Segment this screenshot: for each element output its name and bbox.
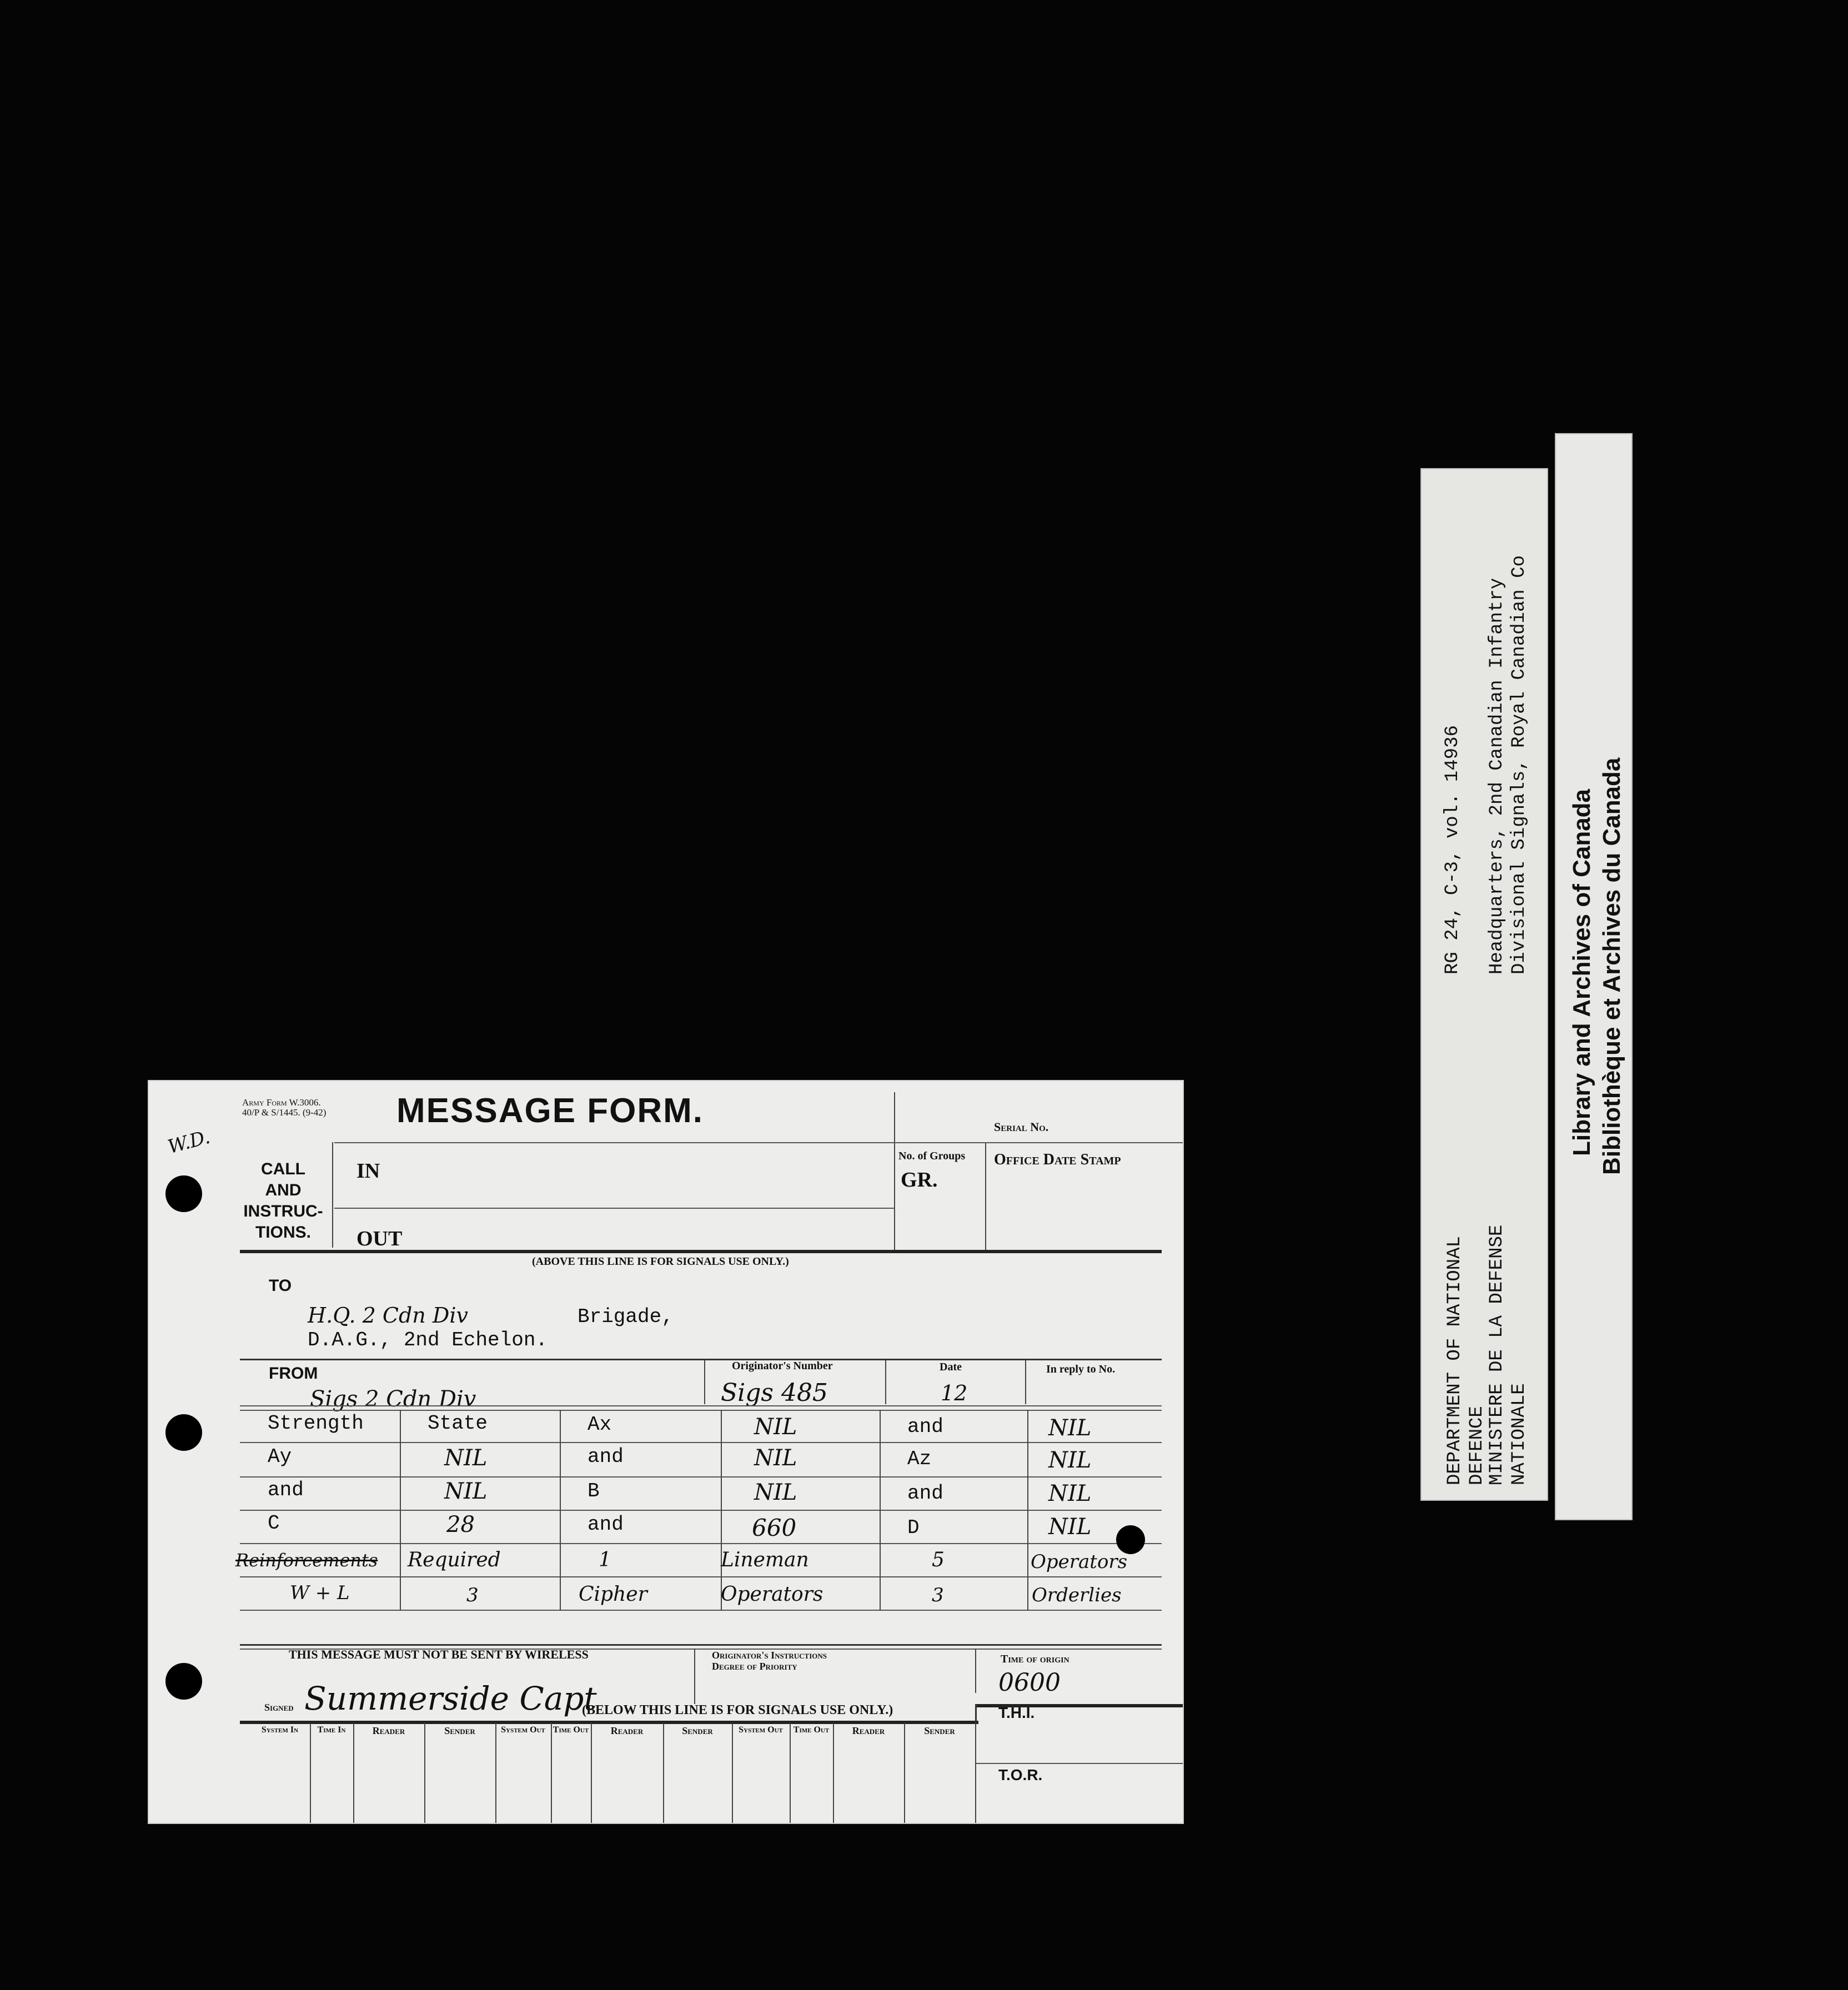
to-typed-line2: D.A.G., 2nd Echelon.: [308, 1329, 548, 1351]
bottom-header: Sender: [444, 1725, 475, 1736]
signature: Summerside Capt: [304, 1680, 597, 1717]
signed-label: Signed: [264, 1702, 294, 1713]
date-label: Date: [940, 1361, 962, 1373]
grid-cell: Lineman: [721, 1549, 809, 1571]
grid-cell: Az: [907, 1448, 932, 1470]
grid-cell: NIL: [444, 1445, 488, 1471]
grid-cell: Ay: [268, 1445, 292, 1468]
grid-cell: and: [587, 1513, 624, 1536]
grid-cell: NIL: [1048, 1415, 1092, 1441]
call-instructions-label: CALL AND INSTRUC- TIONS.: [243, 1160, 323, 1242]
archive-reference-label: [1420, 468, 1548, 1501]
grid-cell: Required: [408, 1549, 501, 1571]
serial-no-label: Serial No.: [994, 1120, 1049, 1134]
grid-cell: 3: [466, 1584, 479, 1606]
label-line5: DEFENCE: [1467, 1406, 1488, 1485]
label-line6: MINISTERE DE LA DEFENSE: [1487, 1224, 1508, 1485]
army-form-line1: Army Form W.3006.: [242, 1097, 321, 1108]
army-form-line2: 40/P & S/1445. (9-42): [242, 1107, 327, 1118]
grid-cell: 3: [932, 1584, 944, 1606]
grid-cell: 660: [752, 1514, 797, 1541]
grid-cell: State: [428, 1412, 488, 1435]
grid-cell: Operators: [721, 1583, 823, 1606]
gr-label: GR.: [901, 1168, 938, 1192]
grid-cell: NIL: [754, 1414, 797, 1440]
message-form-card: [148, 1080, 1184, 1824]
bottom-header: Sender: [924, 1725, 955, 1736]
punch-hole: [165, 1414, 202, 1451]
grid-cell: NIL: [1048, 1514, 1092, 1540]
punch-hole: [165, 1175, 202, 1212]
orig-instructions-line1: Originator's Instructions: [712, 1650, 827, 1661]
grid-cell: B: [587, 1480, 600, 1502]
bottom-header: Time In: [317, 1725, 346, 1735]
grid-cell: NIL: [444, 1479, 488, 1504]
label-line7: NATIONALE: [1509, 1383, 1530, 1485]
to-handwritten: H.Q. 2 Cdn Div: [308, 1303, 468, 1328]
from-label: FROM: [269, 1364, 318, 1383]
library-archives-fr: Bibliothèque et Archives du Canada: [1598, 757, 1625, 1175]
grid-cell: Cipher: [579, 1583, 647, 1606]
time-of-origin-value: 0600: [998, 1669, 1061, 1697]
above-line-note: (ABOVE THIS LINE IS FOR SIGNALS USE ONLY.): [532, 1255, 789, 1268]
grid-cell: 5: [932, 1549, 945, 1571]
out-label: OUT: [356, 1227, 403, 1250]
from-handwritten: Sigs 2 Cdn Div: [310, 1386, 476, 1412]
to-label: TO: [269, 1277, 292, 1295]
originators-instructions: [712, 1650, 827, 1672]
label-line2: Headquarters, 2nd Canadian Infantry: [1487, 577, 1508, 974]
grid-cell: D: [907, 1516, 920, 1539]
bottom-header: Reader: [372, 1725, 405, 1736]
groups-label: No. of Groups: [898, 1150, 966, 1162]
to-typed-line1: Brigade,: [578, 1305, 674, 1328]
grid-cell: 28: [446, 1512, 475, 1537]
army-form-number: [242, 1098, 326, 1118]
bottom-header: Sender: [682, 1725, 713, 1736]
grid-cell: 1: [599, 1549, 611, 1571]
bottom-header: System Out: [739, 1725, 783, 1735]
grid-cell: NIL: [1048, 1448, 1092, 1473]
library-archives-label: [1555, 433, 1633, 1520]
in-label: IN: [356, 1159, 380, 1183]
office-date-stamp-label: Office Date Stamp: [994, 1151, 1121, 1168]
grid-cell: Ax: [587, 1413, 612, 1436]
grid-cell: NIL: [754, 1480, 797, 1505]
bottom-header: System In: [261, 1725, 299, 1735]
grid-cell: W + L: [290, 1582, 350, 1604]
grid-cell: Strength: [268, 1412, 364, 1435]
bottom-header: Time Out: [793, 1725, 830, 1735]
grid-cell: and: [907, 1482, 943, 1505]
thi-label: T.H.I.: [998, 1704, 1035, 1721]
bottom-header: Reader: [852, 1725, 885, 1736]
grid-cell: Reinforcements: [235, 1550, 378, 1571]
grid-cell: NIL: [1048, 1481, 1092, 1506]
time-of-origin-label: Time of origin: [1001, 1653, 1069, 1665]
in-reply-label: In reply to No.: [1046, 1363, 1116, 1375]
grid-cell: and: [907, 1415, 943, 1438]
grid-cell: Operators: [1031, 1551, 1128, 1573]
wireless-note: THIS MESSAGE MUST NOT BE SENT BY WIRELESS: [289, 1647, 589, 1661]
label-line3: Divisional Signals, Royal Canadian Co: [1509, 555, 1530, 974]
orig-instructions-line2: Degree of Priority: [712, 1661, 797, 1672]
library-archives-en: Library and Archives of Canada: [1568, 788, 1595, 1156]
grid-cell: Orderlies: [1032, 1584, 1122, 1606]
grid-cell: C: [268, 1512, 280, 1535]
grid-cell: NIL: [754, 1445, 797, 1471]
margin-annotation: W.D.: [165, 1125, 213, 1159]
originators-number-label: Originator's Number: [732, 1360, 833, 1372]
originators-number: Sigs 485: [721, 1379, 828, 1407]
punch-hole: [165, 1663, 202, 1700]
grid-cell: and: [587, 1445, 624, 1468]
label-line4: DEPARTMENT OF NATIONAL: [1444, 1236, 1465, 1485]
tor-label: T.O.R.: [998, 1766, 1043, 1783]
bottom-header: Time Out: [553, 1725, 589, 1735]
form-title: MESSAGE FORM.: [396, 1092, 704, 1130]
date-value: 12: [941, 1381, 968, 1405]
grid-cell: and: [268, 1479, 304, 1501]
below-line-note: (BELOW THIS LINE IS FOR SIGNALS USE ONLY.): [582, 1703, 893, 1717]
label-line1: RG 24, C-3, vol. 14936: [1442, 725, 1463, 974]
punch-hole: [1116, 1525, 1145, 1554]
bottom-header: Reader: [610, 1725, 644, 1736]
bottom-header: System Out: [501, 1725, 545, 1735]
